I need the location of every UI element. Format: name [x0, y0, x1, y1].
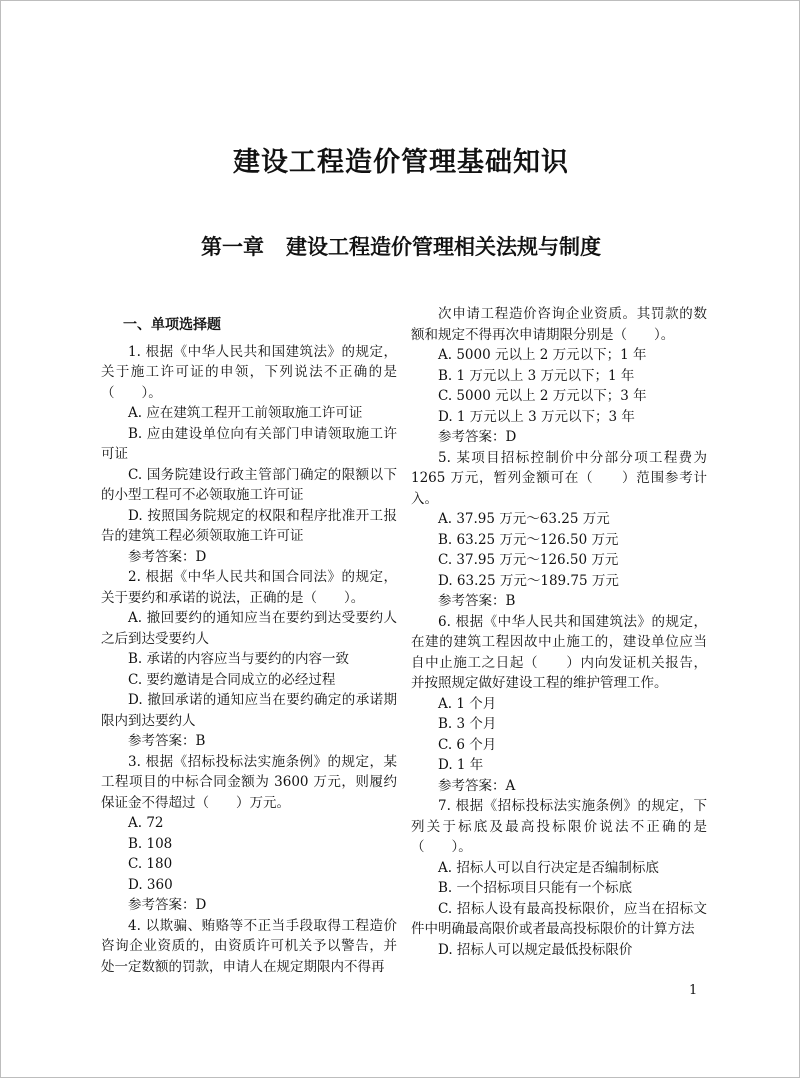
right-paragraph: B. 63.25 万元～126.50 万元 — [438, 531, 619, 548]
left-paragraph: D. 360 — [128, 876, 173, 893]
left-paragraph: B. 承诺的内容应当与要约的内容一致 — [128, 651, 350, 667]
left-column-body — [101, 342, 397, 978]
left-paragraph: C. 180 — [128, 856, 173, 872]
right-paragraph: 7. 根据《招标投标法实施条例》的规定，下列关于标底及最高投标限价说法不正确的是（ ）。 — [411, 798, 707, 855]
right-paragraph: 6. 根据《中华人民共和国建筑法》的规定，在建的建筑工程因故中止施工的，建设单位应当自中止施工之日起（ ）内向发证机关报告，并按照规定做好建设工程的维护管理工作。 — [411, 613, 707, 691]
right-paragraph: 5. 某项目招标控制价中分部分项工程费为 1265 万元，暂列金额可在（ ）范围参考计入。 — [411, 449, 707, 507]
book-title: 建设工程造价管理基础知识 — [233, 147, 569, 178]
right-paragraph: B. 1 万元以上 3 万元以下；1 年 — [438, 367, 635, 384]
left-paragraph: B. 108 — [128, 835, 173, 852]
left-paragraph: A. 72 — [128, 815, 164, 831]
right-paragraph: A. 5000 元以上 2 万元以下；1 年 — [438, 347, 647, 363]
left-paragraph: 2. 根据《中华人民共和国合同法》的规定，关于要约和承诺的说法，正确的是（ ）。 — [101, 569, 397, 606]
left-paragraph: 4. 以欺骗、贿赂等不正当手段取得工程造价咨询企业资质的，由资质许可机关予以警告，并处一定数额的罚款，申请人在规定期限内不得再 — [101, 917, 397, 975]
right-column-body — [411, 304, 707, 960]
left-paragraph: 参考答案：B — [128, 733, 206, 749]
left-paragraph: C. 国务院建设行政主管部门确定的限额以下的小型工程可不必领取施工许可证 — [101, 466, 397, 503]
right-paragraph: B. 3 个月 — [438, 716, 497, 732]
right-paragraph: B. 一个招标项目只能有一个标底 — [438, 880, 633, 896]
left-paragraph: B. 应由建设单位向有关部门申请领取施工许可证 — [101, 425, 397, 462]
left-paragraph: 1. 根据《中华人民共和国建筑法》的规定，关于施工许可证的申领，下列说法不正确的是（ ）。 — [101, 343, 397, 401]
left-column — [101, 315, 397, 977]
right-paragraph: A. 1 个月 — [438, 695, 497, 712]
left-paragraph: D. 按照国务院规定的权限和程序批准开工报告的建筑工程必须领取施工许可证 — [101, 507, 397, 544]
left-paragraph: 3. 根据《招标投标法实施条例》的规定，某工程项目的中标合同金额为 3600 万元，则履约保证金不得超过（ ）万元。 — [101, 753, 397, 811]
section-heading: 一、单项选择题 — [123, 317, 221, 333]
right-paragraph: D. 1 万元以上 3 万元以下；3 年 — [438, 408, 635, 425]
right-paragraph: D. 63.25 万元～189.75 万元 — [438, 572, 619, 589]
right-paragraph: 参考答案：D — [438, 429, 517, 445]
left-paragraph: A. 应在建筑工程开工前领取施工许可证 — [128, 405, 363, 421]
right-paragraph: A. 招标人可以自行决定是否编制标底 — [438, 859, 659, 876]
right-paragraph: C. 招标人设有最高投标限价，应当在招标文件中明确最高限价或者最高投标限价的计算方法 — [411, 900, 707, 937]
chapter-title — [1, 231, 800, 261]
right-paragraph: 次申请工程造价咨询企业资质。其罚款的数额和规定不得再次申请期限分别是（ ）。 — [411, 306, 707, 343]
right-paragraph: 参考答案：A — [438, 777, 516, 794]
right-paragraph: C. 37.95 万元～126.50 万元 — [438, 552, 619, 568]
chapter-name: 建设工程造价管理相关法规与制度 — [286, 235, 601, 259]
right-paragraph: C. 6 个月 — [438, 736, 497, 753]
right-paragraph: 参考答案：B — [438, 593, 516, 609]
right-column — [411, 304, 707, 960]
right-paragraph: A. 37.95 万元～63.25 万元 — [438, 511, 610, 527]
left-paragraph: 参考答案：D — [128, 548, 207, 565]
right-paragraph: D. 1 年 — [438, 757, 484, 773]
left-paragraph: C. 要约邀请是合同成立的必经过程 — [128, 671, 336, 688]
left-paragraph: D. 撤回承诺的通知应当在要约确定的承诺期限内到达要约人 — [101, 692, 397, 729]
page-number: 1 — [689, 983, 698, 998]
chapter-number: 第一章 — [201, 235, 264, 259]
left-paragraph: 参考答案：D — [128, 897, 207, 913]
right-paragraph: D. 招标人可以规定最低投标限价 — [438, 941, 633, 958]
left-paragraph: A. 撤回要约的通知应当在要约到达受要约人之后到达受要约人 — [101, 610, 397, 647]
right-paragraph: C. 5000 元以上 2 万元以下；3 年 — [438, 388, 647, 404]
